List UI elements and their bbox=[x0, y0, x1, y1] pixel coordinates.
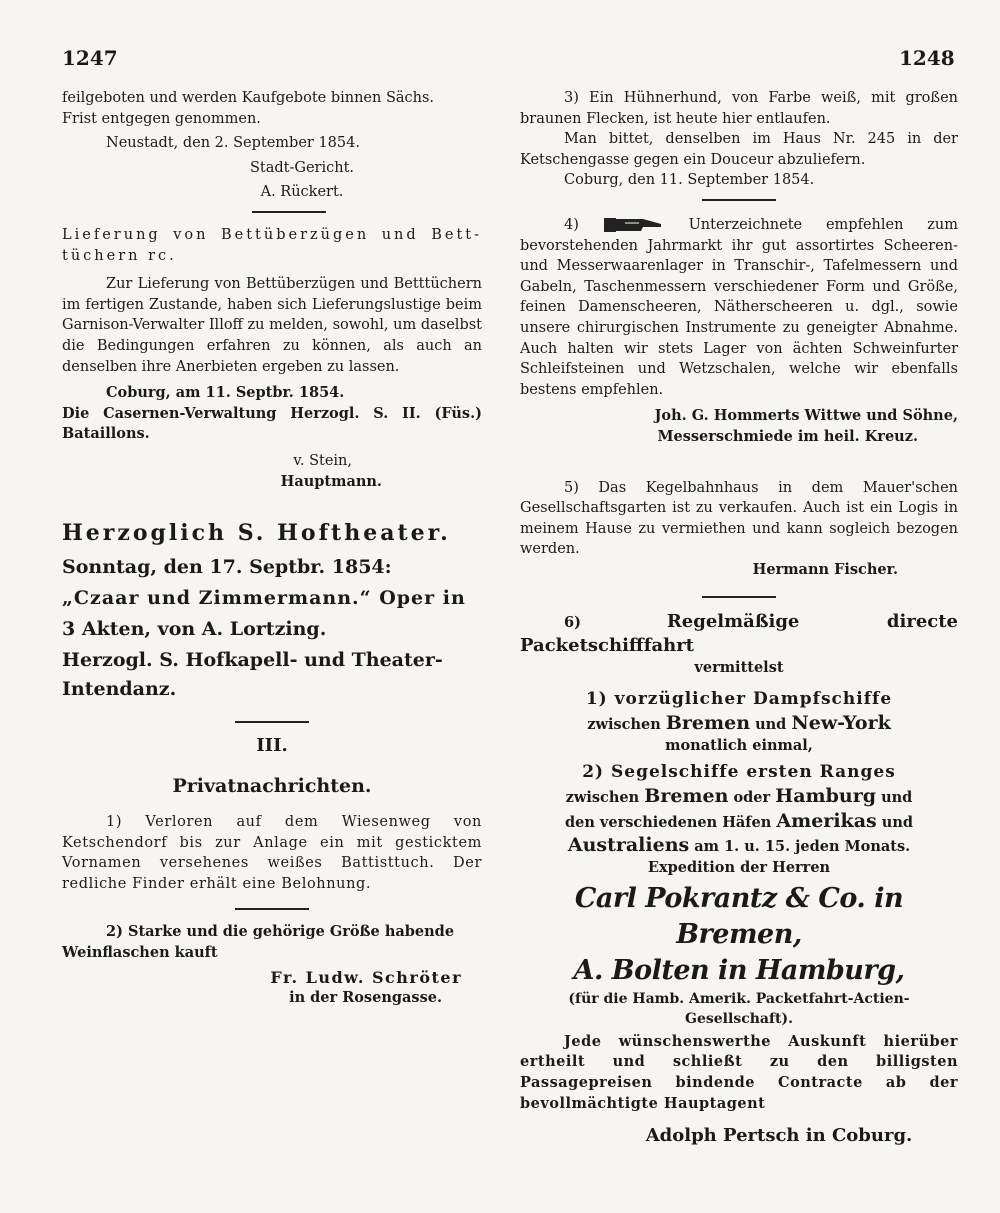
route-word: und bbox=[881, 813, 914, 831]
court-name: Stadt-Gericht. bbox=[249, 159, 355, 176]
cutlery-notice bbox=[520, 215, 958, 400]
shipping-number: 6) bbox=[564, 614, 581, 632]
section-title: Privatnachrichten. bbox=[172, 775, 372, 798]
section-number: III. bbox=[256, 735, 288, 757]
main-agent: Adolph Pertsch in Coburg. bbox=[645, 1125, 913, 1147]
cutlery-notice-number: 4) bbox=[564, 216, 579, 233]
lost-handkerchief-notice: 1) Verloren auf dem Wiesenweg von Ketschendorf bis zur Anlage ein mit gesticktem Vornamen versehenes weißes Battisttuch. Der redliche Finder erhält eine Belohnung. bbox=[62, 814, 482, 892]
neustadt-date: Neustadt, den 2. September 1854. bbox=[106, 135, 360, 152]
dog-notice: 3) Ein Hühnerhund, von Farbe weiß, mit großen braunen Flecken, ist heute hier entlaufen. bbox=[520, 90, 958, 127]
intro-line-2: Frist entgegen genommen. bbox=[62, 110, 261, 127]
route-word: zwischen bbox=[565, 789, 640, 807]
separator bbox=[235, 908, 309, 910]
theater-date: Sonntag, den 17. Septbr. 1854: bbox=[62, 556, 392, 579]
theater-intendanz-line2: Intendanz. bbox=[62, 678, 177, 701]
dog-notice-return: Man bittet, denselben im Haus Nr. 245 in der Ketschengasse gegen ein Douceur abzuliefern. bbox=[520, 131, 958, 168]
shipping-via: vermittelst bbox=[694, 659, 784, 677]
shipping-ports bbox=[520, 809, 958, 834]
shipping-info-text: Jede wünschenswerthe Auskunft hierüber ertheilt und schließt zu den billigsten Passagepreisen bindende Contracte ab der bevollmächtigte Hauptagent bbox=[520, 1032, 958, 1112]
shipping-steamers: 1) vorzüglicher Dampfschiffe bbox=[585, 689, 893, 710]
bottle-notice-line2: Weinflaschen kauft bbox=[62, 944, 218, 962]
cutlery-signature-1: Joh. G. Hommerts Wittwe und Söhne, bbox=[654, 407, 958, 425]
delivery-notice-text: Zur Lieferung von Bettüberzügen und Betttüchern im fertigen Zustande, haben sich Lieferungslustige beim Garnison-Verwalter Illoff zu melden, sowohl, um daselbst die Bedingungen erfahren zu können, als auch an denselben ihre Anerbieten ergeben zu lassen. bbox=[62, 276, 482, 375]
page-number-right: 1248 bbox=[899, 46, 955, 70]
right-column bbox=[520, 88, 958, 1150]
bowling-house-notice: 5) Das Kegelbahnhaus in dem Mauer'schen Gesellschaftsgarten ist zu verkaufen. Auch ist ein Logis in meinem Hause zu vermiethen und kann sogleich bezogen werden. bbox=[520, 479, 958, 558]
pointing-hand-icon bbox=[603, 215, 665, 235]
route-word: und bbox=[881, 789, 913, 807]
shipping-sailships: 2) Segelschiffe ersten Ranges bbox=[582, 762, 896, 783]
coburg-date: Coburg, am 11. Septbr. 1854. bbox=[106, 384, 345, 402]
theater-title: Herzoglich S. Hoftheater. bbox=[62, 520, 451, 547]
court-signature: A. Rückert. bbox=[260, 184, 344, 201]
barracks-administration: Die Casernen-Verwaltung Herzogl. S. II. (Füs.) Bataillons. bbox=[62, 404, 482, 443]
port-new-york: New-York bbox=[791, 712, 891, 735]
firm-hamburg: A. Bolten in Hamburg, bbox=[573, 954, 905, 986]
separator bbox=[235, 721, 309, 723]
theater-play: „Czaar und Zimmermann.“ Oper in bbox=[62, 587, 466, 610]
route-word: oder bbox=[733, 789, 771, 807]
bottle-notice-line1: 2) Starke und die gehörige Größe habende bbox=[106, 923, 455, 941]
shipping-title bbox=[520, 610, 958, 658]
theater-acts: 3 Akten, von A. Lortzing. bbox=[62, 618, 327, 641]
cutlery-signature-2: Messerschmiede im heil. Kreuz. bbox=[657, 427, 918, 445]
destination-america: Amerikas bbox=[776, 809, 877, 832]
left-column bbox=[62, 88, 482, 1009]
admin-signature-title: Hauptmann. bbox=[280, 472, 382, 490]
cutlery-notice-text: Unterzeichnete empfehlen zum bevorstehenden Jahrmarkt ihr gut assortirtes Scheeren- und Messerwaarenlager in Transchir-, Tafelmessern und Gabeln, Taschenmessern verschiedener Form und Größe, feinen Damenscheeren, Nätherscheeren u. dgl., sowie unsere chirurgischen Instrumente zu geneigter Abnahme. Auch halten wir stets Lager von ächten Schweinfurter Schleifsteinen und Wetzschalen, welche wir ebenfalls bestens empfehlen. bbox=[520, 216, 958, 398]
firm-bremen: Carl Pokrantz & Co. in Bremen, bbox=[574, 882, 904, 950]
port-bremen: Bremen bbox=[644, 785, 729, 808]
shipping-heading: Regelmäßige directe Packetschifffahrt bbox=[520, 611, 958, 657]
route-word: zwischen bbox=[587, 716, 661, 734]
port-bremen: Bremen bbox=[665, 712, 751, 735]
bottle-notice-address: in der Rosengasse. bbox=[289, 989, 442, 1007]
delivery-notice-title: Lieferung von Bettüberzügen und Bett-tüchern rc. bbox=[62, 226, 482, 264]
admin-signature-name: v. Stein, bbox=[293, 452, 352, 469]
separator bbox=[702, 596, 776, 598]
theater-intendanz-line1: Herzogl. S. Hofkapell- und Theater- bbox=[62, 649, 443, 672]
route-word: den verschiedenen Häfen bbox=[564, 813, 772, 831]
destination-australia: Australiens bbox=[567, 834, 690, 857]
bowling-house-signature: Hermann Fischer. bbox=[752, 560, 898, 578]
bottle-notice-signature: Fr. Ludw. Schröter bbox=[270, 967, 462, 987]
firm-company: (für die Hamb. Amerik. Packetfahrt-Actien-Gesellschaft). bbox=[568, 990, 910, 1028]
shipping-expedition: Expedition der Herren bbox=[647, 859, 831, 877]
intro-line-1: feilgeboten und werden Kaufgebote binnen Sächs. bbox=[62, 90, 435, 106]
shipping-steamers-frequency: monatlich einmal, bbox=[665, 736, 813, 754]
shipping-australia bbox=[520, 833, 958, 858]
dog-notice-date: Coburg, den 11. September 1854. bbox=[564, 172, 815, 189]
shipping-dates: am 1. u. 15. jeden Monats. bbox=[694, 838, 911, 856]
separator bbox=[252, 211, 326, 213]
page-number-left: 1247 bbox=[62, 46, 118, 70]
shipping-steamers-route bbox=[520, 711, 958, 736]
separator bbox=[702, 199, 776, 201]
route-word: und bbox=[755, 716, 787, 734]
port-hamburg: Hamburg bbox=[775, 785, 877, 808]
shipping-sailships-route bbox=[520, 784, 958, 809]
